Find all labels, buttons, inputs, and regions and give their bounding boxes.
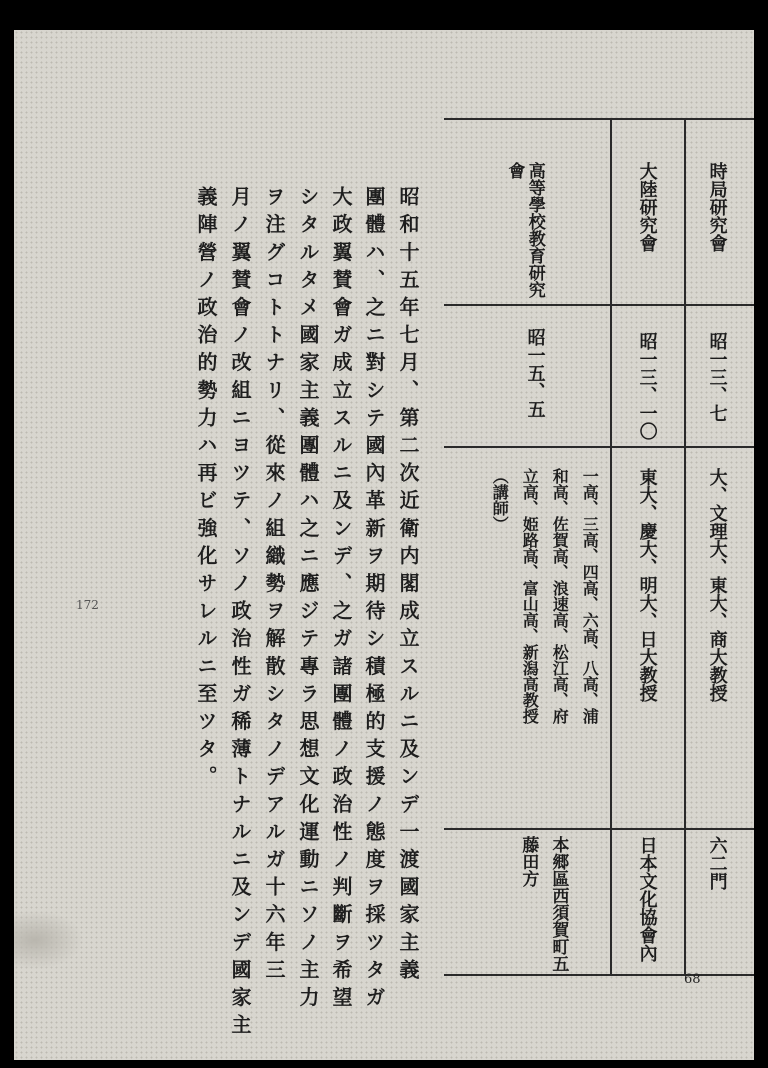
paper-damage	[14, 910, 84, 970]
row3-members-line1: 一高、三高、四高、六高、八高、浦	[580, 468, 600, 724]
body-line-4: シタルタメ國家主義團體ハ之ニ應ジテ專ラ思想文化運動ニソノ主力	[296, 186, 320, 1014]
row1-members: 大、文理大、東大、商大教授	[706, 468, 728, 702]
row3-name: 高等學校教育研究會	[504, 162, 545, 298]
body-line-5: ヲ注グコトトナリ、從來ノ組織勢ヲ解散シタノデアルガ十六年三	[262, 186, 286, 987]
margin-mark: 172	[76, 598, 99, 612]
row2-members: 東大、慶大、明大、日大教授	[636, 468, 658, 702]
organization-table	[444, 118, 754, 976]
row3-members-line3: 立高、姫路高、富山高、新潟高教授	[520, 468, 540, 724]
table-bottom-rule	[444, 974, 754, 976]
table-top-rule	[444, 118, 754, 120]
row3-address-line1: 本郷區西須賀町五	[548, 836, 569, 972]
body-line-1: 昭和十五年七月、第二次近衛内閣成立スルニ及ンデ一渡國家主義	[396, 186, 420, 987]
row2-name: 大陸研究會	[636, 162, 658, 252]
table-col-divider-2	[684, 118, 686, 976]
table-rule-members-address	[444, 828, 754, 830]
body-line-6: 月ノ翼賛會ノ改組ニヨツテ、ソノ政治性ガ稀薄トナルニ及ンデ國家主	[228, 186, 252, 1042]
row1-name: 時局研究會	[706, 162, 728, 252]
row3-address-line2: 藤田方	[518, 836, 539, 887]
body-line-2: 團體ハ、之ニ對シテ國內革新ヲ期待シ積極的支援ノ態度ヲ採ツタガ	[362, 186, 386, 1014]
row2-date: 昭一三、一〇	[636, 332, 658, 440]
row3-date: 昭一五、五	[524, 328, 546, 418]
row1-date: 昭一三、七	[706, 332, 728, 422]
table-rule-date-members	[444, 446, 754, 448]
row2-address: 日本文化協會內	[636, 836, 658, 962]
table-rule-name-date	[444, 304, 754, 306]
row3-members-line2: 和高、佐賀高、浪速高、松江高、府	[550, 468, 570, 724]
page-number: 68	[684, 972, 701, 987]
body-line-3: 大政翼賛會ガ成立スルニ及ンデ、之ガ諸團體ノ政治性ノ判斷ヲ希望	[329, 186, 353, 1014]
table-col-divider-1	[610, 118, 612, 976]
document-page	[14, 30, 754, 1060]
row1-address: 六二門	[706, 836, 728, 890]
row3-members-line4: （講師）	[490, 468, 510, 532]
body-line-7: 義陣營ノ政治的勢力ハ再ビ強化サレルニ至ツタ。	[194, 186, 218, 794]
